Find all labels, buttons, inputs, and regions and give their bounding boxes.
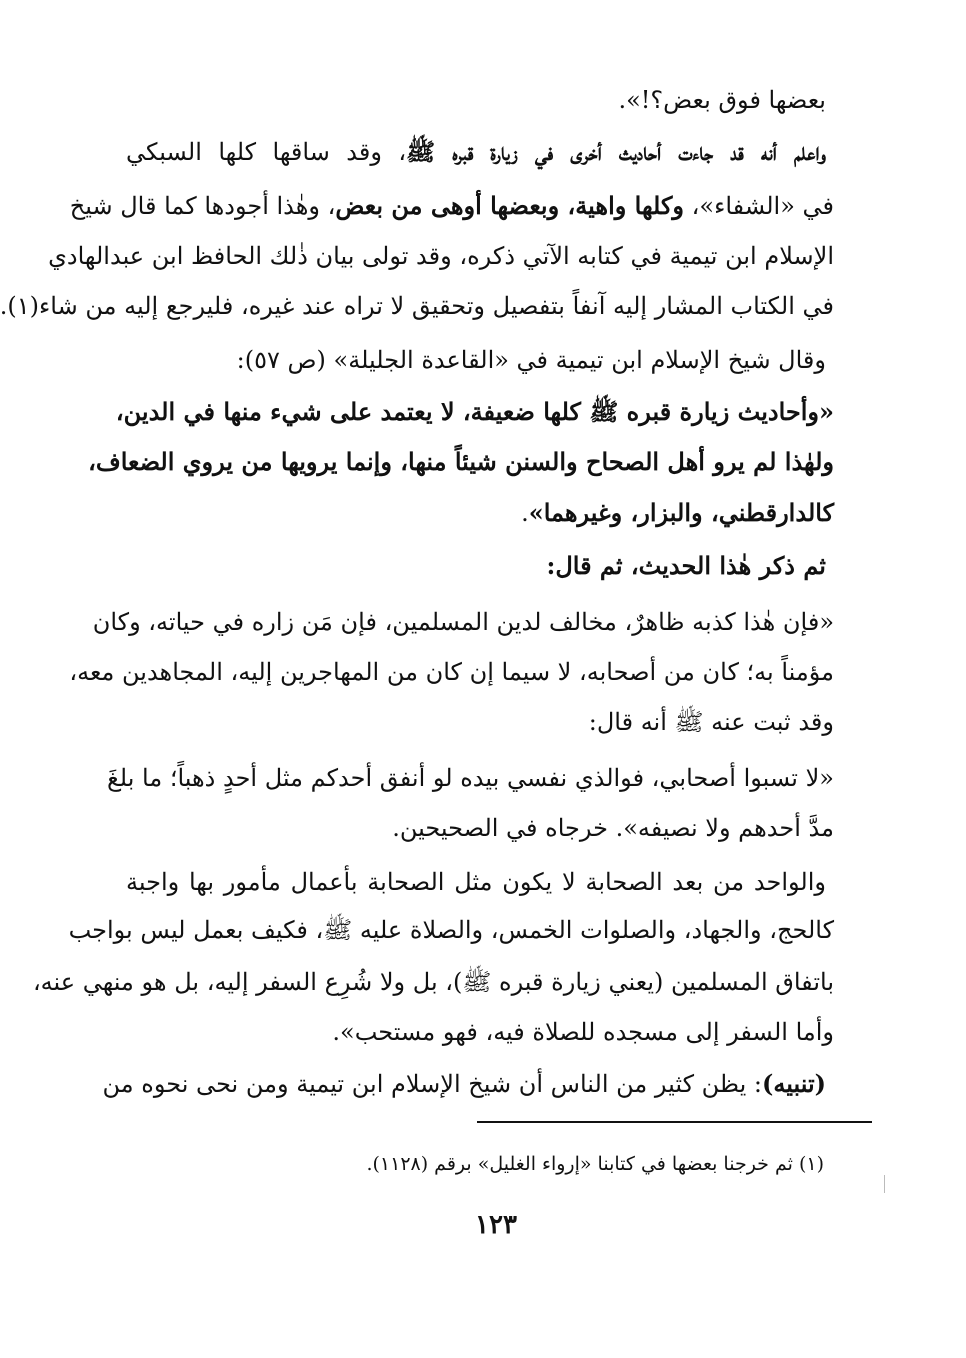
text-line-13: وقد ثبت عنه ﷺ أنه قال: <box>588 708 834 736</box>
page-number: ١٢٣ <box>475 1210 517 1240</box>
text-line-4: الإسلام ابن تيمية في كتابه الآتي ذكره، وقد تولى بيان ذٰلك الحافظ ابن عبدالهادي <box>48 242 834 270</box>
text-line-11: «فإن هٰذا كذبه ظاهرٌ، مخالف لدين المسلمين، فإن مَن زاره في حياته، وكان <box>92 608 834 636</box>
scan-mark <box>884 1175 885 1193</box>
text-line-19: وأما السفر إلى مسجده للصلاة فيه، فهو مستحب». <box>332 1018 834 1046</box>
text-line-14: «لا تسبوا أصحابي، فوالذي نفسي بيده لو أنفق أحدكم مثل أحدٍ ذهباً؛ ما بلغَ <box>107 764 834 792</box>
text-line-3: في «الشفاء»، وكلها واهية، وبعضها أوهى من بعض، وهٰذا أجودها كما قال شيخ <box>69 191 834 220</box>
text-line-18: باتفاق المسلمين (يعني زيارة قبره ﷺ)، بل ولا شُرِع السفر إليه، بل هو منهي عنه، <box>32 968 834 996</box>
text-line-20: (تنبيه): يظن كثير من الناس أن شيخ الإسلام ابن تيمية ومن نحى نحوه من <box>102 1069 826 1098</box>
text-line-9: كالدارقطني، والبزار، وغيرهما». <box>521 498 834 527</box>
text-line-1: بعضها فوق بعض؟!». <box>618 86 826 114</box>
text-line-16: والواحد من بعد الصحابة لا يكون مثل الصحابة بأعمال مأمور بها واجبة <box>126 868 826 896</box>
text-line-8: ولهٰذا لم يرو أهل الصحاح والسنن شيئاً منها، وإنما يرويها من يروي الضعاف، <box>88 447 834 476</box>
text-line-10: ثم ذكر هٰذا الحديث، ثم قال: <box>546 551 826 580</box>
text-line-17: كالحج، والجهاد، والصلوات الخمس، والصلاة عليه ﷺ، فكيف بعمل ليس بواجب <box>68 916 834 944</box>
text-line-12: مؤمناً به؛ كان من أصحابه، لا سيما إن كان من المهاجرين إليه، المجاهدين معه، <box>69 658 834 686</box>
text-line-7: «وأحاديث زيارة قبره ﷺ كلها ضعيفة، لا يعتمد على شيء منها في الدين، <box>115 397 834 426</box>
text-line-15: مدَّ أحدهم ولا نصيفه». خرجاه في الصحيحين. <box>392 814 834 842</box>
footnote-divider <box>477 1121 872 1123</box>
text-line-2: واعلم أنه قد جاءت أحاديث أخرى في زيارة قبره ﷺ، وقد ساقها كلها السبكي <box>126 137 827 166</box>
text-line-5: في الكتاب المشار إليه آنفاً بتفصيل وتحقيق لا تراه عند غيره، فليرجع إليه من شاء(١). <box>0 292 834 320</box>
footnote: (١) ثم خرجنا بعضها في كتابنا «إرواء الغليل» برقم (١١٢٨). <box>366 1153 824 1175</box>
text-line-6: وقال شيخ الإسلام ابن تيمية في «القاعدة الجليلة» (ص ٥٧): <box>236 346 826 374</box>
